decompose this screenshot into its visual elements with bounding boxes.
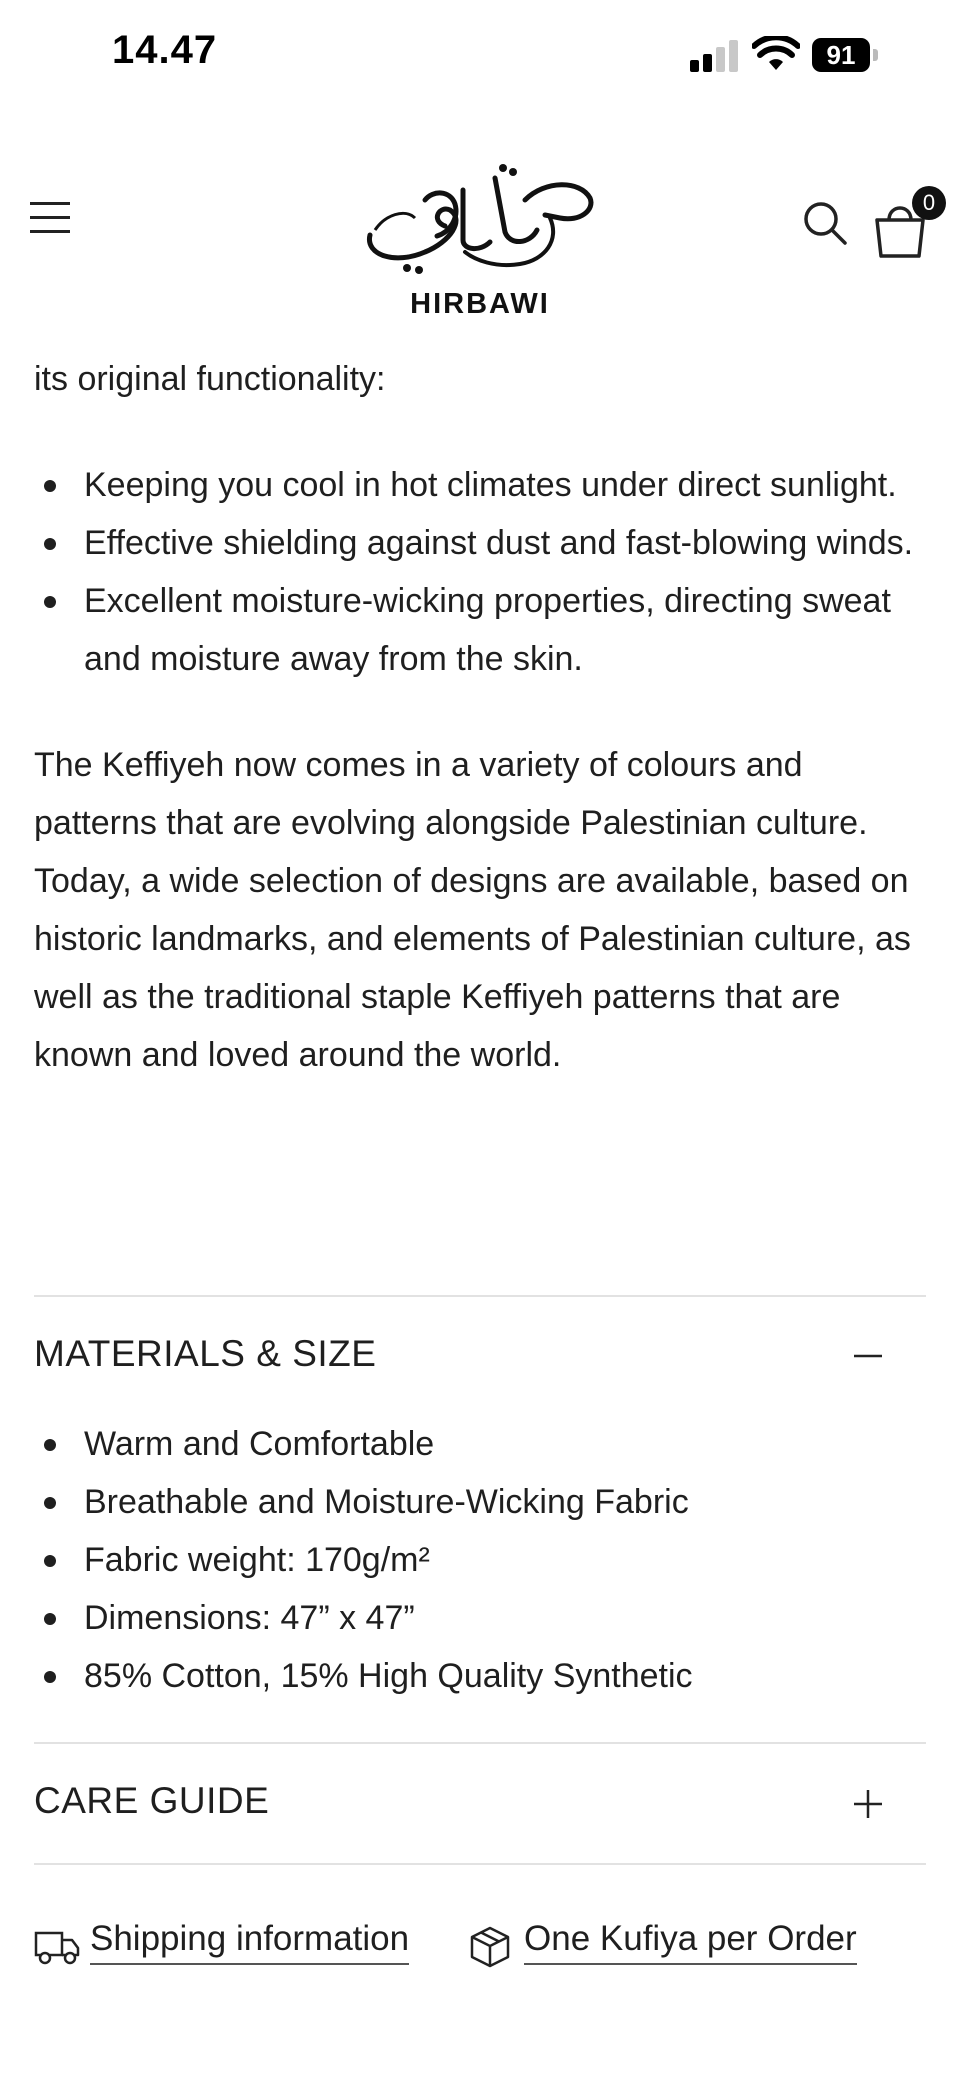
one-kufiya-per-order-link[interactable] bbox=[468, 1915, 928, 1973]
brand-name: HIRBAWI bbox=[410, 288, 550, 320]
materials-content bbox=[34, 1415, 914, 1705]
search-icon[interactable] bbox=[800, 198, 850, 248]
battery-level: 91 bbox=[826, 40, 856, 70]
product-info-links bbox=[34, 1915, 934, 1975]
divider bbox=[34, 1295, 926, 1297]
one-kufiya-per-order-label: One Kufiya per Order bbox=[524, 1919, 857, 1965]
product-description bbox=[34, 350, 914, 1084]
box-icon bbox=[468, 1925, 512, 1969]
brand-logo[interactable] bbox=[355, 160, 605, 320]
plus-icon[interactable] bbox=[852, 1788, 884, 1820]
list-item: Fabric weight: 170g/m² bbox=[34, 1531, 914, 1589]
divider bbox=[34, 1742, 926, 1744]
battery-icon bbox=[812, 38, 882, 74]
list-item: 85% Cotton, 15% High Quality Synthetic bbox=[34, 1647, 914, 1705]
description-intro: its original functionality: bbox=[34, 360, 386, 398]
shipping-information-label: Shipping information bbox=[90, 1919, 409, 1965]
status-bar bbox=[0, 0, 960, 110]
list-item: Keeping you cool in hot climates under direct sunlight. bbox=[34, 456, 914, 514]
status-time: 14.47 bbox=[112, 28, 218, 72]
materials-accordion-title[interactable]: MATERIALS & SIZE bbox=[34, 1333, 377, 1374]
shipping-information-link[interactable] bbox=[34, 1915, 444, 1973]
cart-button[interactable] bbox=[872, 186, 942, 256]
list-item: Dimensions: 47” x 47” bbox=[34, 1589, 914, 1647]
menu-icon[interactable] bbox=[30, 202, 76, 238]
site-header bbox=[0, 140, 960, 320]
divider bbox=[34, 1863, 926, 1865]
wifi-icon bbox=[752, 36, 800, 72]
arabic-calligraphy-logo-icon bbox=[355, 160, 605, 280]
minus-icon[interactable] bbox=[852, 1340, 884, 1372]
list-item: Excellent moisture-wicking properties, directing sweat and moisture away from the skin. bbox=[34, 572, 914, 688]
list-item: Warm and Comfortable bbox=[34, 1415, 914, 1473]
description-paragraph: The Keffiyeh now comes in a variety of colours and patterns that are evolving alongside Palestinian culture. Today, a wide selection of designs are available, based on historic landmarks, and elements of Palestinian culture, as well as the traditional staple Keffiyeh patterns that are known and loved around the world. bbox=[34, 746, 911, 1074]
care-guide-accordion-title[interactable]: CARE GUIDE bbox=[34, 1780, 270, 1821]
materials-list bbox=[34, 1415, 914, 1705]
truck-icon bbox=[34, 1927, 80, 1967]
list-item: Breathable and Moisture-Wicking Fabric bbox=[34, 1473, 914, 1531]
list-item: Effective shielding against dust and fast-blowing winds. bbox=[34, 514, 914, 572]
functions-list bbox=[34, 456, 914, 688]
signal-icon bbox=[690, 40, 742, 72]
cart-count-badge: 0 bbox=[912, 186, 946, 220]
